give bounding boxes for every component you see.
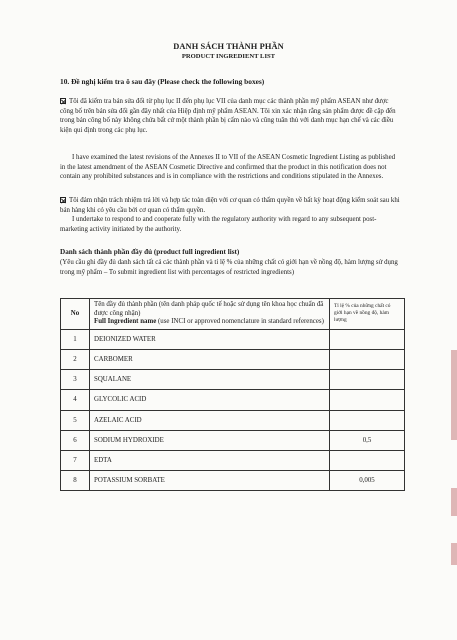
check2-en-paragraph: I undertake to respond to and cooperate fully with the regulatory authority with regard to any subsequent post-marketing activity initiated by the authority. xyxy=(60,216,377,233)
checked-box-icon xyxy=(60,197,66,203)
col-name-vi: Tên đầy đủ thành phần (tên danh pháp quốc tế hoặc sử dụng tên khoa học chuẩn đã được công nhận) xyxy=(94,301,324,317)
row-number: 3 xyxy=(61,370,90,390)
ingredient-name: DEIONIZED WATER xyxy=(90,329,330,349)
ingredient-percent xyxy=(330,450,405,470)
row-number: 1 xyxy=(61,329,90,349)
ingredient-name: CARBOMER xyxy=(90,349,330,369)
check2-vi-text: Tôi đảm nhận trách nhiệm trả lời và hợp tác toàn diện với cơ quan có thẩm quyền về bất kỳ hoạt động kiểm soát sau khi bán hàng khi có yêu cầu bởi cơ quan có thẩm quyền. xyxy=(60,197,400,214)
ingredient-percent xyxy=(330,370,405,390)
checked-box-icon xyxy=(60,98,66,104)
page-title: DANH SÁCH THÀNH PHẦN xyxy=(173,42,284,51)
table-row xyxy=(61,390,405,410)
check1-vi-paragraph xyxy=(60,97,400,136)
side-stamp-mark xyxy=(451,350,457,440)
ingredient-name: EDTA xyxy=(90,450,330,470)
row-number: 5 xyxy=(61,410,90,430)
col-no-header: No xyxy=(61,299,90,330)
ingredient-name: AZELAIC ACID xyxy=(90,410,330,430)
table-row xyxy=(61,430,405,450)
side-stamp-mark xyxy=(451,488,457,516)
row-number: 6 xyxy=(61,430,90,450)
table-row xyxy=(61,349,405,369)
check1-vi-text: Tôi đã kiểm tra bản sửa đổi từ phụ lục II đến phụ lục VII của danh mục các thành phần mỹ phẩm ASEAN như được công bố trên bản sửa đổi gần đây nhất của Hiệp định mỹ phẩm ASEAN. Tôi xin xác nhận rằng sản phẩm được đề cập đến trong bản công bố này không chứa bất cứ một thành phần bị cấm nào và cũng tuân thủ với danh mục hạn chế và các điều kiện qui định trong các phụ lục. xyxy=(60,98,396,135)
ingredient-percent xyxy=(330,349,405,369)
ingredient-percent xyxy=(330,410,405,430)
check2-vi-paragraph xyxy=(60,196,400,215)
ingredient-table xyxy=(60,298,405,491)
table-row xyxy=(61,410,405,430)
col-name-header xyxy=(90,299,330,330)
table-row xyxy=(61,370,405,390)
full-list-heading: Danh sách thành phần đầy đủ (product full ingredient list) xyxy=(60,248,240,256)
row-number: 4 xyxy=(61,390,90,410)
ingredient-percent: 0,5 xyxy=(330,430,405,450)
ingredient-percent xyxy=(330,329,405,349)
side-stamp-mark xyxy=(451,543,457,565)
row-number: 2 xyxy=(61,349,90,369)
page-subtitle: PRODUCT INGREDIENT LIST xyxy=(181,53,276,60)
ingredient-percent xyxy=(330,390,405,410)
row-number: 8 xyxy=(61,471,90,491)
ingredient-percent: 0,005 xyxy=(330,471,405,491)
col-pct-header: Tỉ lệ % của những chất có giới hạn về nồng độ, hàm lượng xyxy=(330,299,405,330)
table-row xyxy=(61,471,405,491)
ingredient-name: POTASSIUM SORBATE xyxy=(90,471,330,491)
ingredient-name: SQUALANE xyxy=(90,370,330,390)
check1-en-paragraph: I have examined the latest revisions of the Annexes II to VII of the ASEAN Cosmetic Ingredient Listing as published in the latest amendment of the ASEAN Cosmetic Directive and confirmed that the product in this notification does not contain any prohibited substances and is in compliance with the restrictions and conditions stipulated in the Annexes. xyxy=(60,154,396,181)
ingredient-name: SODIUM HYDROXIDE xyxy=(90,430,330,450)
full-list-note: (Yêu cầu ghi đầy đủ danh sách tất cả các thành phần và tỉ lệ % của những chất có giới hạn về nồng độ, hàm lượng sử dụng trong mỹ phẩm – To submit ingredient list with percentages of restricted ingredients) xyxy=(60,259,398,276)
table-row xyxy=(61,450,405,470)
section-10-heading: 10. Đề nghị kiểm tra ô sau đây (Please check the following boxes) xyxy=(60,77,265,86)
col-name-en-bold: Full Ingredient name xyxy=(94,318,157,326)
table-header-row xyxy=(61,299,405,330)
ingredient-name: GLYCOLIC ACID xyxy=(90,390,330,410)
table-row xyxy=(61,329,405,349)
col-name-en-rest: (use INCI or approved nomenclature in standard references) xyxy=(158,318,324,326)
row-number: 7 xyxy=(61,450,90,470)
table-body xyxy=(61,329,405,491)
